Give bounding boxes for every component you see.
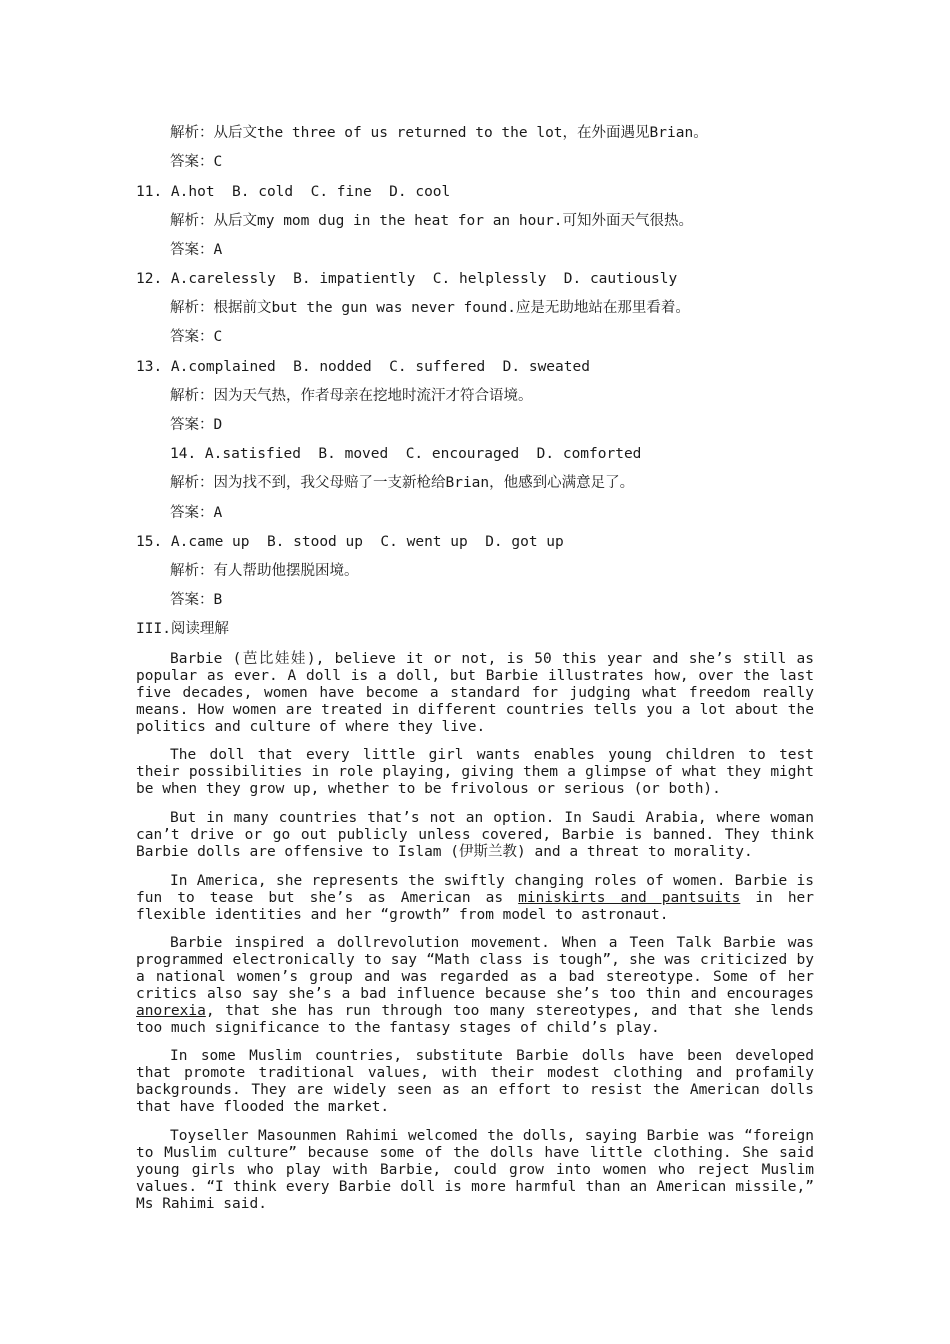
analysis-line: 解析：从后文the three of us returned to the lot，在外面遇见Brian。 [170,125,708,141]
paragraph-text: in her flexible identities and her “growth” from model to astronaut. [136,890,815,923]
passage-paragraph-3: But in many countries that’s not an option. In Saudi Arabia, where woman can’t drive or go out publicly unless covered, Barbie is banned. They think Barbie dolls are offensive to Islam (伊斯兰教) and a threat to morality. [136,810,814,860]
analysis-line: 解析：有人帮助他摆脱困境。 [170,563,359,579]
answer-line: 答案：A [170,242,223,258]
paragraph-text: , that she has run through too many stereotypes, and that she lends too much significance to the fantasy stages of child’s play. [136,1003,814,1036]
analysis-line: 解析：根据前文but the gun was never found.应是无助地站在那里看着。 [170,300,690,316]
answer-line: 答案：B [170,592,223,608]
passage-paragraph-4 [136,873,814,924]
analysis-line: 解析：因为找不到，我父母赔了一支新枪给Brian，他感到心满意足了。 [170,475,635,491]
passage-paragraph-6: In some Muslim countries, substitute Barbie dolls have been developed that promote traditional values, with their modest clothing and profamily backgrounds. They are widely seen as an effort to resist the American dolls that have flooded the market. [136,1048,814,1115]
underlined-word: anorexia [136,1003,206,1019]
answer-line: 答案：C [170,154,223,170]
passage-paragraph-7: Toyseller Masounmen Rahimi welcomed the dolls, saying Barbie was “foreign to Muslim culture” because some of the dolls have little clothing. She said young girls who play with Barbie, could grow into women who reject Muslim values. “I think every Barbie doll is more harmful than an American missile,” Ms Rahimi said. [136,1128,814,1212]
analysis-line: 解析：从后文my mom dug in the heat for an hour.可知外面天气很热。 [170,213,694,229]
section-heading: III.阅读理解 [136,621,229,637]
answer-line: 答案：C [170,329,223,345]
paragraph-text: Barbie inspired a dollrevolution movement. When a Teen Talk Barbie was programmed electronically to say “Math class is tough”, she was criticized by a national women’s group and was regarded as a bad stereotype. Some of her critics also say she’s a bad influence because she’s too thin and encourages [136,935,814,1002]
question-15: 15. A.came up B. stood up C. went up D. got up [136,534,564,550]
question-14: 14. A.satisfied B. moved C. encouraged D. comforted [170,446,642,462]
passage-paragraph-5 [136,935,814,1037]
passage-paragraph-2: The doll that every little girl wants enables young children to test their possibilities in role playing, giving them a glimpse of what they might be when they grow up, whether to be frivolous or serious (or both). [136,747,814,797]
question-11: 11. A.hot B. cold C. fine D. cool [136,184,451,200]
passage-paragraph-1: Barbie (芭比娃娃), believe it or not, is 50 this year and she’s still as popular as ever. A doll is a doll, but Barbie illustrates how, over the last five decades, women have become a standard for judging what freedom really means. How women are treated in different countries tells you a lot about the politics and culture of where they live. [136,651,814,735]
paragraph-text: In America, she represents the swiftly changing roles of women. Barbie is fun to tease but she’s as American as [136,873,814,906]
question-12: 12. A.carelessly B. impatiently C. helplessly D. cautiously [136,271,678,287]
analysis-line: 解析：因为天气热，作者母亲在挖地时流汗才符合语境。 [170,388,533,404]
answer-line: 答案：A [170,505,223,521]
question-13: 13. A.complained B. nodded C. suffered D. sweated [136,359,590,375]
answer-line: 答案：D [170,417,223,433]
underlined-phrase: miniskirts and pantsuits [518,890,741,906]
